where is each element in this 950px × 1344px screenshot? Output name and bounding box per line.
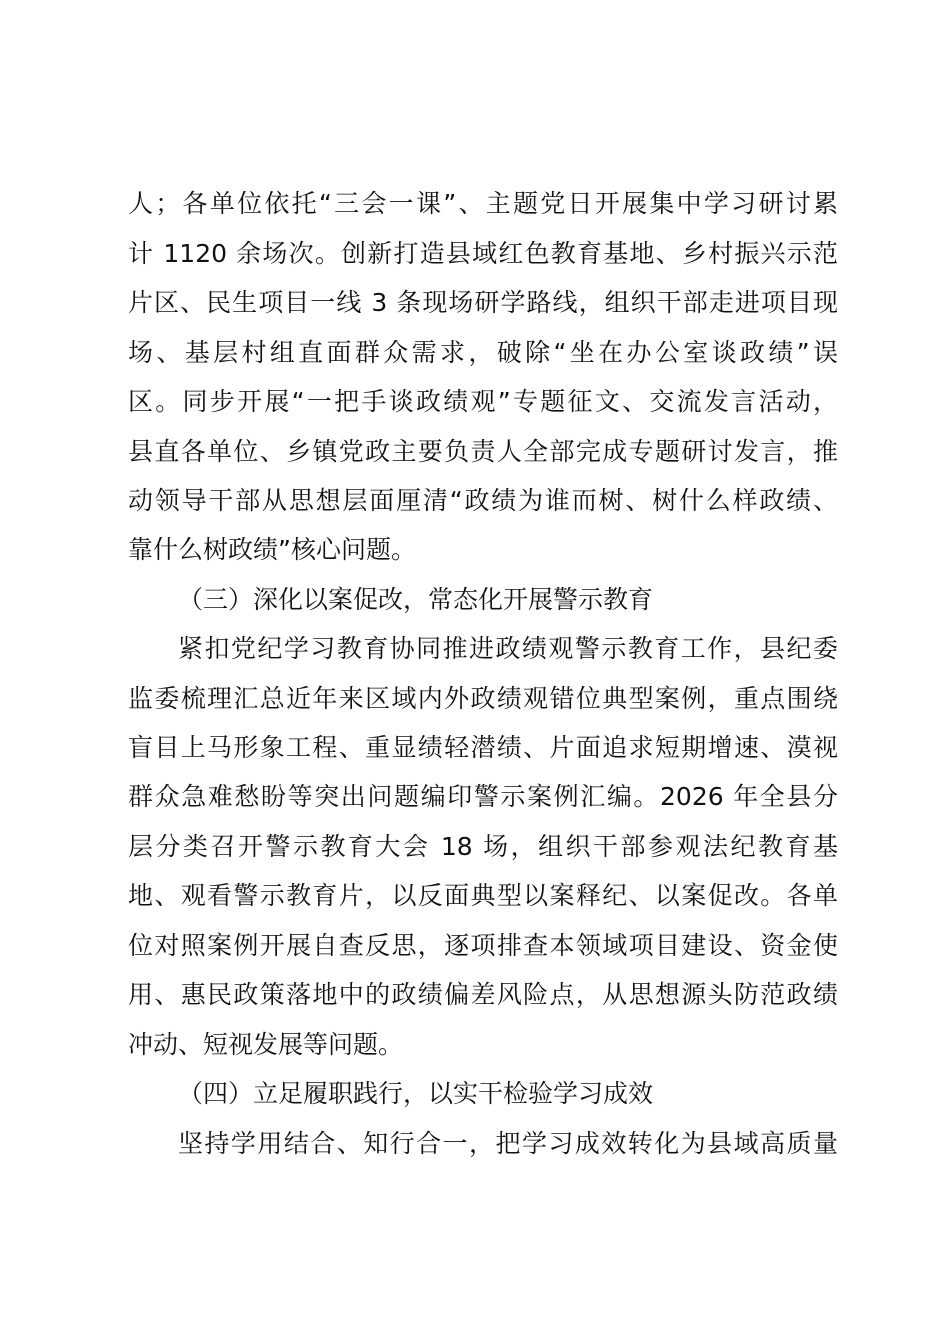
paragraph-line: 场、基层村组直面群众需求，破除“坐在办公室谈政绩”误 — [128, 338, 838, 367]
paragraph-line: 县直各单位、乡镇党政主要负责人全部完成专题研讨发言，推 — [128, 437, 838, 466]
section-heading: （三）深化以案促改，常态化开展警示教育 — [178, 585, 654, 614]
paragraph-line: 冲动、短视发展等问题。 — [128, 1030, 404, 1059]
section-heading: （四）立足履职践行，以实干检验学习成效 — [178, 1079, 654, 1108]
paragraph-line: 紧扣党纪学习教育协同推进政绩观警示教育工作，县纪委 — [178, 634, 838, 663]
paragraph-line: 群众急难愁盼等突出问题编印警示案例汇编。2026 年全县分 — [128, 782, 838, 811]
paragraph-line: 位对照案例开展自查反思，逐项排查本领域项目建设、资金使 — [128, 931, 838, 960]
paragraph-line: 人；各单位依托“三会一课”、主题党日开展集中学习研讨累 — [128, 189, 838, 218]
paragraph-line: 坚持学用结合、知行合一，把学习成效转化为县域高质量 — [178, 1129, 838, 1158]
paragraph-line: 片区、民生项目一线 3 条现场研学路线，组织干部走进项目现 — [128, 288, 838, 317]
paragraph-line: 监委梳理汇总近年来区域内外政绩观错位典型案例，重点围绕 — [128, 684, 838, 713]
paragraph-line: 用、惠民政策落地中的政绩偏差风险点，从思想源头防范政绩 — [128, 980, 838, 1009]
paragraph-line: 地、观看警示教育片，以反面典型以案释纪、以案促改。各单 — [128, 881, 838, 910]
paragraph-line: 盲目上马形象工程、重显绩轻潜绩、片面追求短期增速、漠视 — [128, 733, 838, 762]
paragraph-line: 层分类召开警示教育大会 18 场，组织干部参观法纪教育基 — [128, 832, 838, 861]
paragraph-line: 动领导干部从思想层面厘清“政绩为谁而树、树什么样政绩、 — [128, 486, 838, 515]
paragraph-line: 计 1120 余场次。创新打造县域红色教育基地、乡村振兴示范 — [128, 239, 838, 268]
paragraph-line: 靠什么树政绩”核心问题。 — [128, 535, 416, 564]
paragraph-line: 区。同步开展“一把手谈政绩观”专题征文、交流发言活动， — [128, 387, 838, 416]
